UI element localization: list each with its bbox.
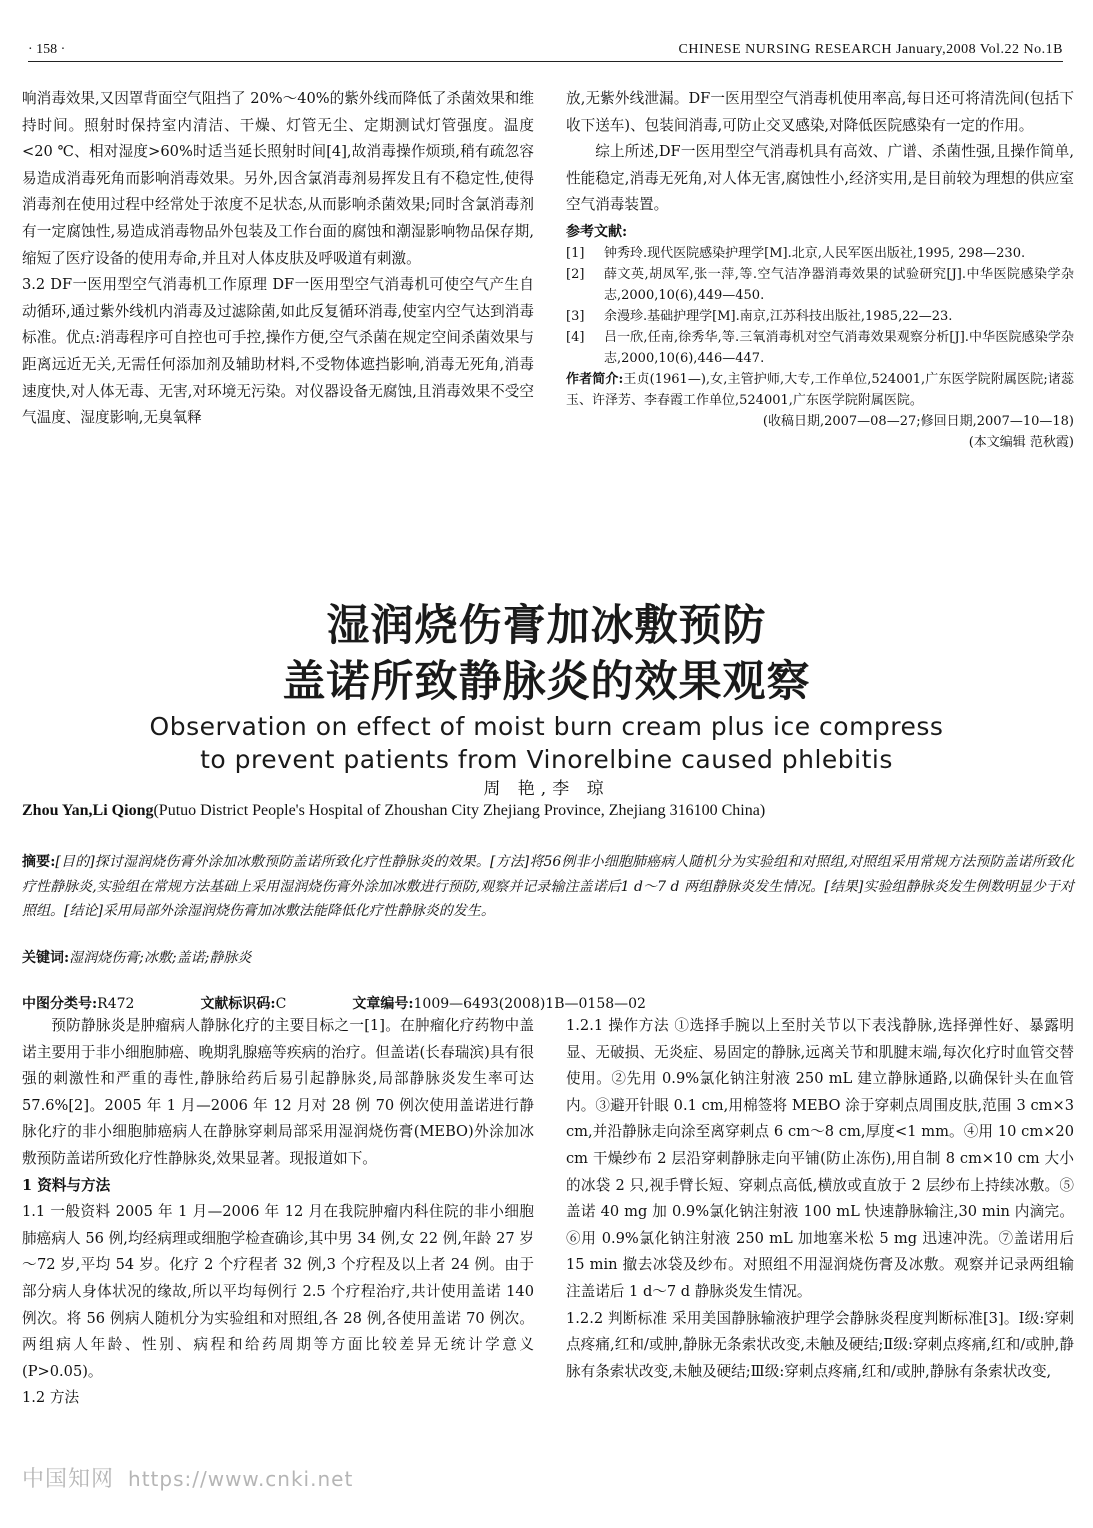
page-number: · 158 ·	[28, 42, 66, 57]
body-paragraph: 预防静脉炎是肿瘤病人静脉化疗的主要目标之一[1]。在肿瘤化疗药物中盖诺主要用于非小细胞肺癌、晚期乳腺癌等疾病的治疗。但盖诺(长春瑞滨)具有很强的刺激性和严重的毒性,静脉给药后易引起静脉炎,局部静脉炎发生率可达 57.6%[2]。2005 年 1 月—2006 年 12 月对 28 例 70 例次使用盖诺进行静脉化疗的非小细胞肺癌病人在静脉穿刺局部采用湿润烧伤膏(MEBO)外涂加冰敷预防盖诺所致化疗性静脉炎,效果显著。现报道如下。	[22, 1017, 534, 1167]
class-label: 中图分类号:	[22, 996, 98, 1012]
body-paragraph: 1.1 一般资料 2005 年 1 月—2006 年 12 月在我院肿瘤内科住院的非小细胞肺癌病人 56 例,均经病理或细胞学检查确诊,其中男 34 例,女 22 例,年龄 27 岁～72 岁,平均 54 岁。化疗 2 个疗程者 32 例,3 个疗程及以上者 24 例。由于部分病人身体状况的缘故,所以平均每例行 2.5 个疗程治疗,共计使用盖诺 140 例次。将 56 例病人随机分为实验组和对照组,各 28 例,各使用盖诺 70 例次。两组病人年龄、性别、病程和给药周期等方面比较差异无统计学意义(P>0.05)。	[22, 1203, 534, 1380]
reference-number: [2]	[566, 266, 585, 282]
reference-item	[566, 306, 1074, 327]
reference-item	[566, 327, 1074, 369]
article-right-column	[566, 1013, 1074, 1385]
article-title-block	[0, 598, 1093, 802]
prev-article-right-column	[566, 86, 1074, 453]
abstract	[22, 850, 1074, 924]
title-cn-line-1: 湿润烧伤膏加冰敷预防	[326, 601, 767, 651]
class-value: R472	[97, 996, 135, 1012]
watermark-url: https://www.cnki.net	[128, 1467, 354, 1491]
journal-running-head: CHINESE NURSING RESEARCH January,2008 Vol.22 No.1B	[678, 42, 1063, 57]
reference-text: 余漫珍.基础护理学[M].南京,江苏科技出版社,1985,22—23.	[604, 308, 953, 324]
body-paragraph: 1.2.2 判断标准 采用美国静脉输液护理学会静脉炎程度判断标准[3]。Ⅰ级:穿刺点疼痛,红和/或肿,静脉无条索状改变,未触及硬结;Ⅱ级:穿刺点疼痛,红和/或肿,静脉有条索状改变,未触及硬结;Ⅲ级:穿刺点疼痛,红和/或肿,静脉有条索状改变,	[566, 1309, 1074, 1380]
article-number-value: 1009—6493(2008)1B—0158—02	[413, 996, 646, 1012]
received-dates: (收稿日期,2007—08—27;修回日期,2007—10—18)	[762, 413, 1074, 429]
references-heading: 参考文献:	[566, 223, 628, 240]
reference-number: [4]	[566, 329, 585, 345]
section-heading: 1 资料与方法	[22, 1176, 111, 1194]
abstract-text: [目的]探讨湿润烧伤膏外涂加冰敷预防盖诺所致化疗性静脉炎的效果。[方法]将56例非小细胞肺癌病人随机分为实验组和对照组,对照组采用常规方法预防盖诺所致化疗性静脉炎,实验组在常规方法基础上采用湿润烧伤膏外涂加冰敷进行预防,观察并记录输注盖诺后1 d～7 d 两组静脉炎发生情况。[结果]实验组静脉炎发生例数明显少于对照组。[结论]采用局部外涂湿润烧伤膏加冰敷法能降低化疗性静脉炎的发生。	[22, 854, 1075, 919]
article-number-label: 文章编号:	[352, 996, 414, 1012]
authors-affiliation	[22, 798, 1072, 824]
prev-paragraph: 综上所述,DF一医用型空气消毒机具有高效、广谱、杀菌性强,且操作简单,性能稳定,消毒无死角,对人体无害,腐蚀性小,经济实用,是目前较为理想的供应室空气消毒装置。	[566, 143, 1074, 214]
doc-code-value: C	[275, 996, 287, 1012]
title-en-line-2: to prevent patients from Vinorelbine caused phlebitis	[200, 745, 893, 774]
prev-article-left-column	[22, 86, 534, 432]
prev-paragraph: 响消毒效果,又因罩背面空气阻挡了 20%～40%的紫外线而降低了杀菌效果和维持时间。照射时保持室内清洁、干燥、灯管无尘、定期测试灯管强度。温度<20 ℃、相对湿度>60%时适当延长照射时间[4],故消毒操作烦琐,稍有疏忽容易造成消毒死角而影响消毒效果。另外,因含氯消毒剂易挥发且有不稳定性,使得消毒剂在使用过程中经常处于浓度不足状态,从而影响杀菌效果;同时含氯消毒剂有一定腐蚀性,易造成消毒物品外包装及工作台面的腐蚀和潮湿影响物品保存期,缩短了医疗设备的使用寿命,并且对人体皮肤及呼吸道有刺激。	[22, 90, 534, 267]
reference-text: 薛文英,胡凤军,张一萍,等.空气洁净器消毒效果的试验研究[J].中华医院感染学杂志,2000,10(6),449—450.	[604, 266, 1074, 303]
reference-item	[566, 243, 1074, 264]
doc-code-label: 文献标识码:	[200, 996, 276, 1012]
watermark-brand: 中国知网	[22, 1467, 115, 1492]
reference-number: [3]	[566, 308, 585, 324]
author-note	[566, 369, 1074, 411]
editor-note: (本文编辑 范秋霞)	[968, 434, 1074, 450]
title-en-line-1: Observation on effect of moist burn cream plus ice compress	[149, 712, 944, 741]
affiliation-text: (Putuo District People's Hospital of Zhoushan City Zhejiang Province, Zhejiang 316100 China)	[153, 802, 766, 819]
authors-en: Zhou Yan,Li Qiong	[22, 802, 154, 819]
reference-text: 钟秀玲.现代医院感染护理学[M].北京,人民军医出版社,1995, 298—230.	[604, 245, 1026, 261]
title-cn-line-2: 盖诺所致静脉炎的效果观察	[282, 657, 811, 707]
reference-item	[566, 264, 1074, 306]
article-left-column	[22, 1013, 534, 1412]
watermark	[22, 1462, 353, 1493]
page-header	[28, 34, 1063, 62]
reference-number: [1]	[566, 245, 585, 261]
reference-text: 吕一欣,任南,徐秀华,等.三氧消毒机对空气消毒效果观察分析[J].中华医院感染学杂志,2000,10(6),446—447.	[604, 329, 1074, 366]
keywords-text: 湿润烧伤膏;冰敷;盖诺;静脉炎	[69, 950, 252, 966]
authors-cn: 周 艳,李 琼	[483, 779, 610, 799]
body-paragraph: 1.2.1 操作方法 ①选择手腕以上至肘关节以下表浅静脉,选择弹性好、暴露明显、无破损、无炎症、易固定的静脉,远离关节和肌腱末端,每次化疗时血管交替使用。②先用 0.9%氯化钠注射液 250 mL 建立静脉通路,以确保针头在血管内。③避开针眼 0.1 cm,用棉签将 MEBO 涂于穿刺点周围皮肤,范围 3 cm×3 cm,并沿静脉走向涂至离穿刺点 6 cm～8 cm,厚度<1 mm。④用 10 cm×20 cm 干燥纱布 2 层沿穿刺静脉走向平铺(防止冻伤),用自制 8 cm×10 cm 大小的冰袋 2 只,视手臂长短、穿刺点高低,横放或直放于 2 层纱布上持续冰敷。⑤盖诺 40 mg 加 0.9%氯化钠注射液 100 mL 快速静脉输注,30 min 内滴完。⑥用 0.9%氯化钠注射液 250 mL 加地塞米松 5 mg 迅速冲洗。⑦盖诺用后 15 min 撤去冰袋及纱布。对照组不用湿润烧伤膏及冰敷。观察并记录两组输注盖诺后 1 d～7 d 静脉炎发生情况。	[566, 1017, 1074, 1300]
subsection-heading: 1.2 方法	[22, 1389, 80, 1407]
author-note-text: 王贞(1961—),女,主管护师,大专,工作单位,524001,广东医学院附属医院;诸蕊玉、许泽芳、李春霞工作单位,524001,广东医学院附属医院。	[566, 371, 1074, 408]
abstract-label: 摘要:	[22, 854, 56, 870]
prev-paragraph: 放,无紫外线泄漏。DF一医用型空气消毒机使用率高,每日还可将清洗间(包括下收下送车)、包装间消毒,可防止交叉感染,对降低医院感染有一定的作用。	[566, 90, 1074, 134]
keywords-label: 关键词:	[22, 950, 70, 966]
prev-paragraph: 3.2 DF一医用型空气消毒机工作原理 DF一医用型空气消毒机可使空气产生自动循环,通过紫外线机内消毒及过滤除菌,如此反复循环消毒,使室内空气达到消毒标准。优点:消毒程序可自控也可手控,操作方便,空气杀菌在规定空间杀菌效果与距离远近无关,无需任何添加剂及辅助材料,不受物体遮挡影响,消毒无死角,消毒速度快,对人体无毒、无害,对环境无污染。对仪器设备无腐蚀,且消毒效果不受空气温度、湿度影响,无臭氧释	[22, 276, 534, 427]
keywords	[22, 946, 1074, 970]
author-note-label: 作者简介:	[566, 371, 624, 387]
classification-line	[22, 993, 1074, 1015]
